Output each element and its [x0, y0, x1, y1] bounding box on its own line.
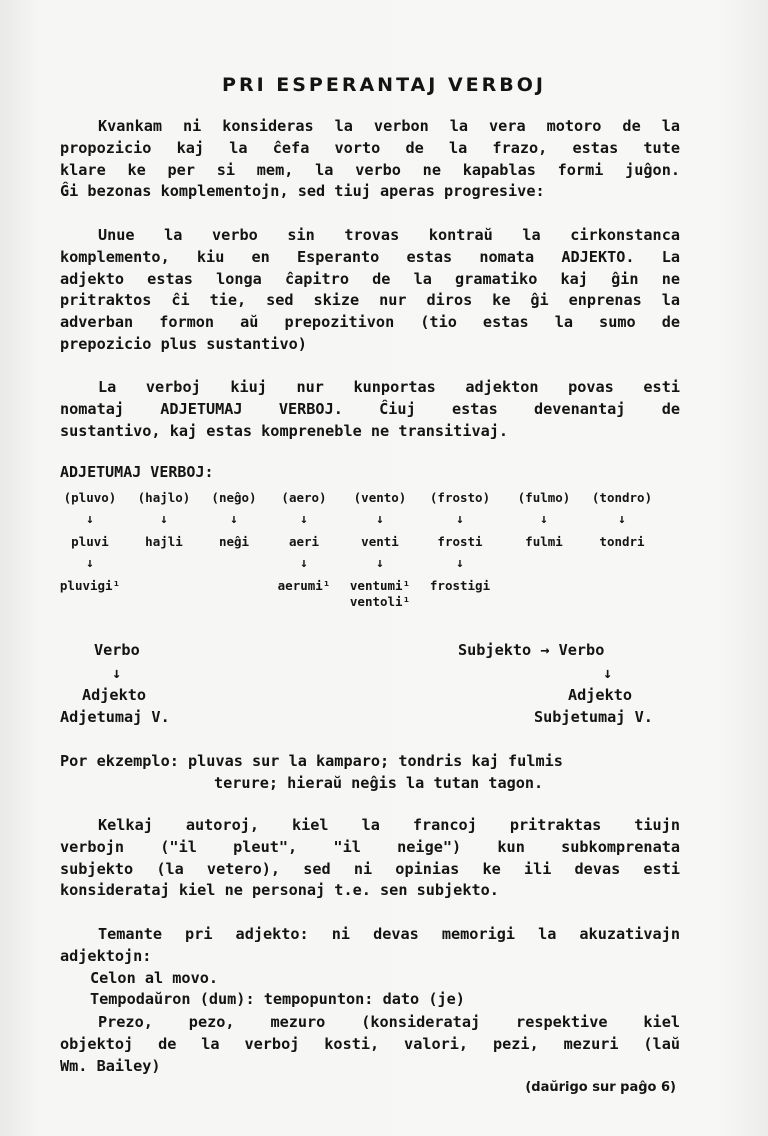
- noun-cell: (fulmo): [517, 490, 571, 505]
- paragraph-2: [60, 225, 680, 356]
- scheme-left-label: Adjetumaj V.: [60, 708, 170, 726]
- verb-column: [584, 487, 660, 553]
- text-line: nomataj ADJETUMAJ VERBOJ. Ĉiuj estas devenantaj de: [60, 399, 680, 418]
- arrow-down-icon: ↓: [86, 556, 94, 571]
- text-line: Wm. Bailey): [60, 1056, 161, 1075]
- verb-column: [342, 487, 418, 613]
- noun-cell: (hajlo): [137, 490, 191, 505]
- paragraph-1: [60, 116, 680, 203]
- text-line: komplemento, kiu en Esperanto estas nomata ADJEKTO. La: [60, 247, 680, 266]
- paragraph-3: [60, 377, 680, 442]
- example-line-1: Por ekzemplo: pluvas sur la kamparo; tondris kaj fulmis: [60, 752, 563, 770]
- verb-table: [52, 487, 692, 617]
- text-line: pritraktos ĉi tie, sed skize nur diros ke ĝi enprenas la: [60, 291, 680, 310]
- text-line: prepozicio plus sustantivo): [60, 334, 307, 353]
- verb-cell: pluvi: [71, 534, 109, 549]
- arrow-down-icon: ↓: [230, 512, 238, 527]
- verb-column: [52, 487, 128, 597]
- text-line: klare ke per si mem, la verbo ne kapablas formi juĝon.: [60, 160, 680, 179]
- noun-cell: (pluvo): [63, 490, 117, 505]
- text-line: Prezo, pezo, mezuro (konsiderataj respektive kiel: [98, 1013, 680, 1031]
- page-title: PRI ESPERANTAJ VERBOJ: [222, 74, 546, 96]
- list-item: Celon al movo.: [90, 968, 219, 987]
- derived-cell: aerumi¹: [277, 578, 331, 593]
- verb-cell: tondri: [599, 534, 645, 549]
- derived-cell: ventoli¹: [349, 594, 411, 609]
- scheme-right-adjekto: Adjekto: [568, 686, 633, 704]
- arrow-down-icon: ↓: [618, 512, 626, 527]
- text-line: Kvankam ni konsideras la verbon la vera motoro de la: [98, 117, 680, 135]
- list-item: Tempodaŭron (dum): tempopunton: dato (je): [90, 990, 465, 1009]
- text-line: adjektojn:: [60, 946, 152, 965]
- noun-cell: (aero): [281, 490, 327, 505]
- verb-column: [126, 487, 202, 553]
- text-line: Kelkaj autoroj, kiel la francoj pritraktas tiujn: [98, 816, 680, 834]
- derived-cell: frostigi: [429, 578, 491, 593]
- text-line: Ĝi bezonas komplementojn, sed tiuj aperas progresive:: [60, 182, 545, 201]
- text-line: subjekto (la vetero), sed ni opinias ke ili devas esti: [60, 859, 680, 878]
- example-line-2: terure; hieraŭ neĝis la tutan tagon.: [214, 774, 544, 792]
- noun-cell: (frosto): [429, 490, 491, 505]
- verb-column: [506, 487, 582, 553]
- text-line: objektoj de la verboj kosti, valori, pezi, mezuri (laŭ: [60, 1034, 680, 1053]
- verb-cell: neĝi: [218, 534, 250, 549]
- text-line: Unue la verbo sin trovas kontraŭ la cirkonstanca: [98, 226, 680, 244]
- arrow-down-icon: ↓: [112, 664, 122, 682]
- paragraph-5: [60, 924, 680, 1011]
- text-line: adjekto estas longa ĉapitro de la gramatiko kaj ĝin ne: [60, 269, 680, 288]
- arrow-down-icon: ↓: [86, 512, 94, 527]
- text-line: adverban formon aŭ prepozitivon (tio estas la sumo de: [60, 313, 680, 332]
- paragraph-6: [60, 1012, 680, 1077]
- verb-column: [266, 487, 342, 597]
- arrow-down-icon: ↓: [376, 556, 384, 571]
- noun-cell: (neĝo): [211, 490, 257, 505]
- text-line: konsiderataj kiel ne personaj t.e. sen subjekto.: [60, 881, 499, 900]
- arrow-down-icon: ↓: [300, 556, 308, 571]
- text-line: verbojn ("il pleut", "il neige") kun subkomprenata: [60, 837, 680, 856]
- noun-cell: (vento): [353, 490, 407, 505]
- arrow-down-icon: ↓: [540, 512, 548, 527]
- verb-column: [196, 487, 272, 553]
- scheme-right-top: [458, 640, 604, 662]
- verb-cell: hajli: [145, 534, 183, 549]
- derived-cell: pluvigi¹: [59, 578, 121, 593]
- arrow-down-icon: ↓: [456, 512, 464, 527]
- continuation-note: (daŭrigo sur paĝo 6): [525, 1080, 676, 1095]
- verb-cell: aeri: [288, 534, 320, 549]
- derived-cell: ventumi¹: [349, 578, 411, 593]
- verb-cell: fulmi: [525, 534, 563, 549]
- text-line: Temante pri adjekto: ni devas memorigi la akuzativajn: [98, 925, 680, 943]
- noun-cell: (tondro): [591, 490, 653, 505]
- scheme-right-verb: Verbo: [558, 641, 605, 659]
- text-line: propozicio kaj la ĉefa vorto de la frazo, estas tute: [60, 138, 680, 157]
- scheme-right-subject: Subjekto: [458, 641, 532, 659]
- verb-cell: venti: [361, 534, 399, 549]
- paragraph-4: [60, 815, 680, 902]
- verb-table-header: ADJETUMAJ VERBOJ:: [60, 463, 214, 481]
- arrow-down-icon: ↓: [456, 556, 464, 571]
- text-line: La verboj kiuj nur kunportas adjekton povas esti: [98, 378, 680, 396]
- text-line: sustantivo, kaj estas kompreneble ne transitivaj.: [60, 421, 509, 440]
- scheme-left-verb: Verbo: [94, 641, 140, 659]
- arrow-down-icon: ↓: [376, 512, 384, 527]
- verb-cell: frosti: [437, 534, 483, 549]
- scheme-right-label: Subjetumaj V.: [534, 708, 653, 726]
- verb-column: [422, 487, 498, 597]
- arrow-down-icon: ↓: [160, 512, 168, 527]
- arrow-right-icon: →: [540, 641, 550, 659]
- scheme-left-adjekto: Adjekto: [82, 686, 147, 704]
- arrow-down-icon: ↓: [300, 512, 308, 527]
- arrow-down-icon: ↓: [603, 664, 613, 682]
